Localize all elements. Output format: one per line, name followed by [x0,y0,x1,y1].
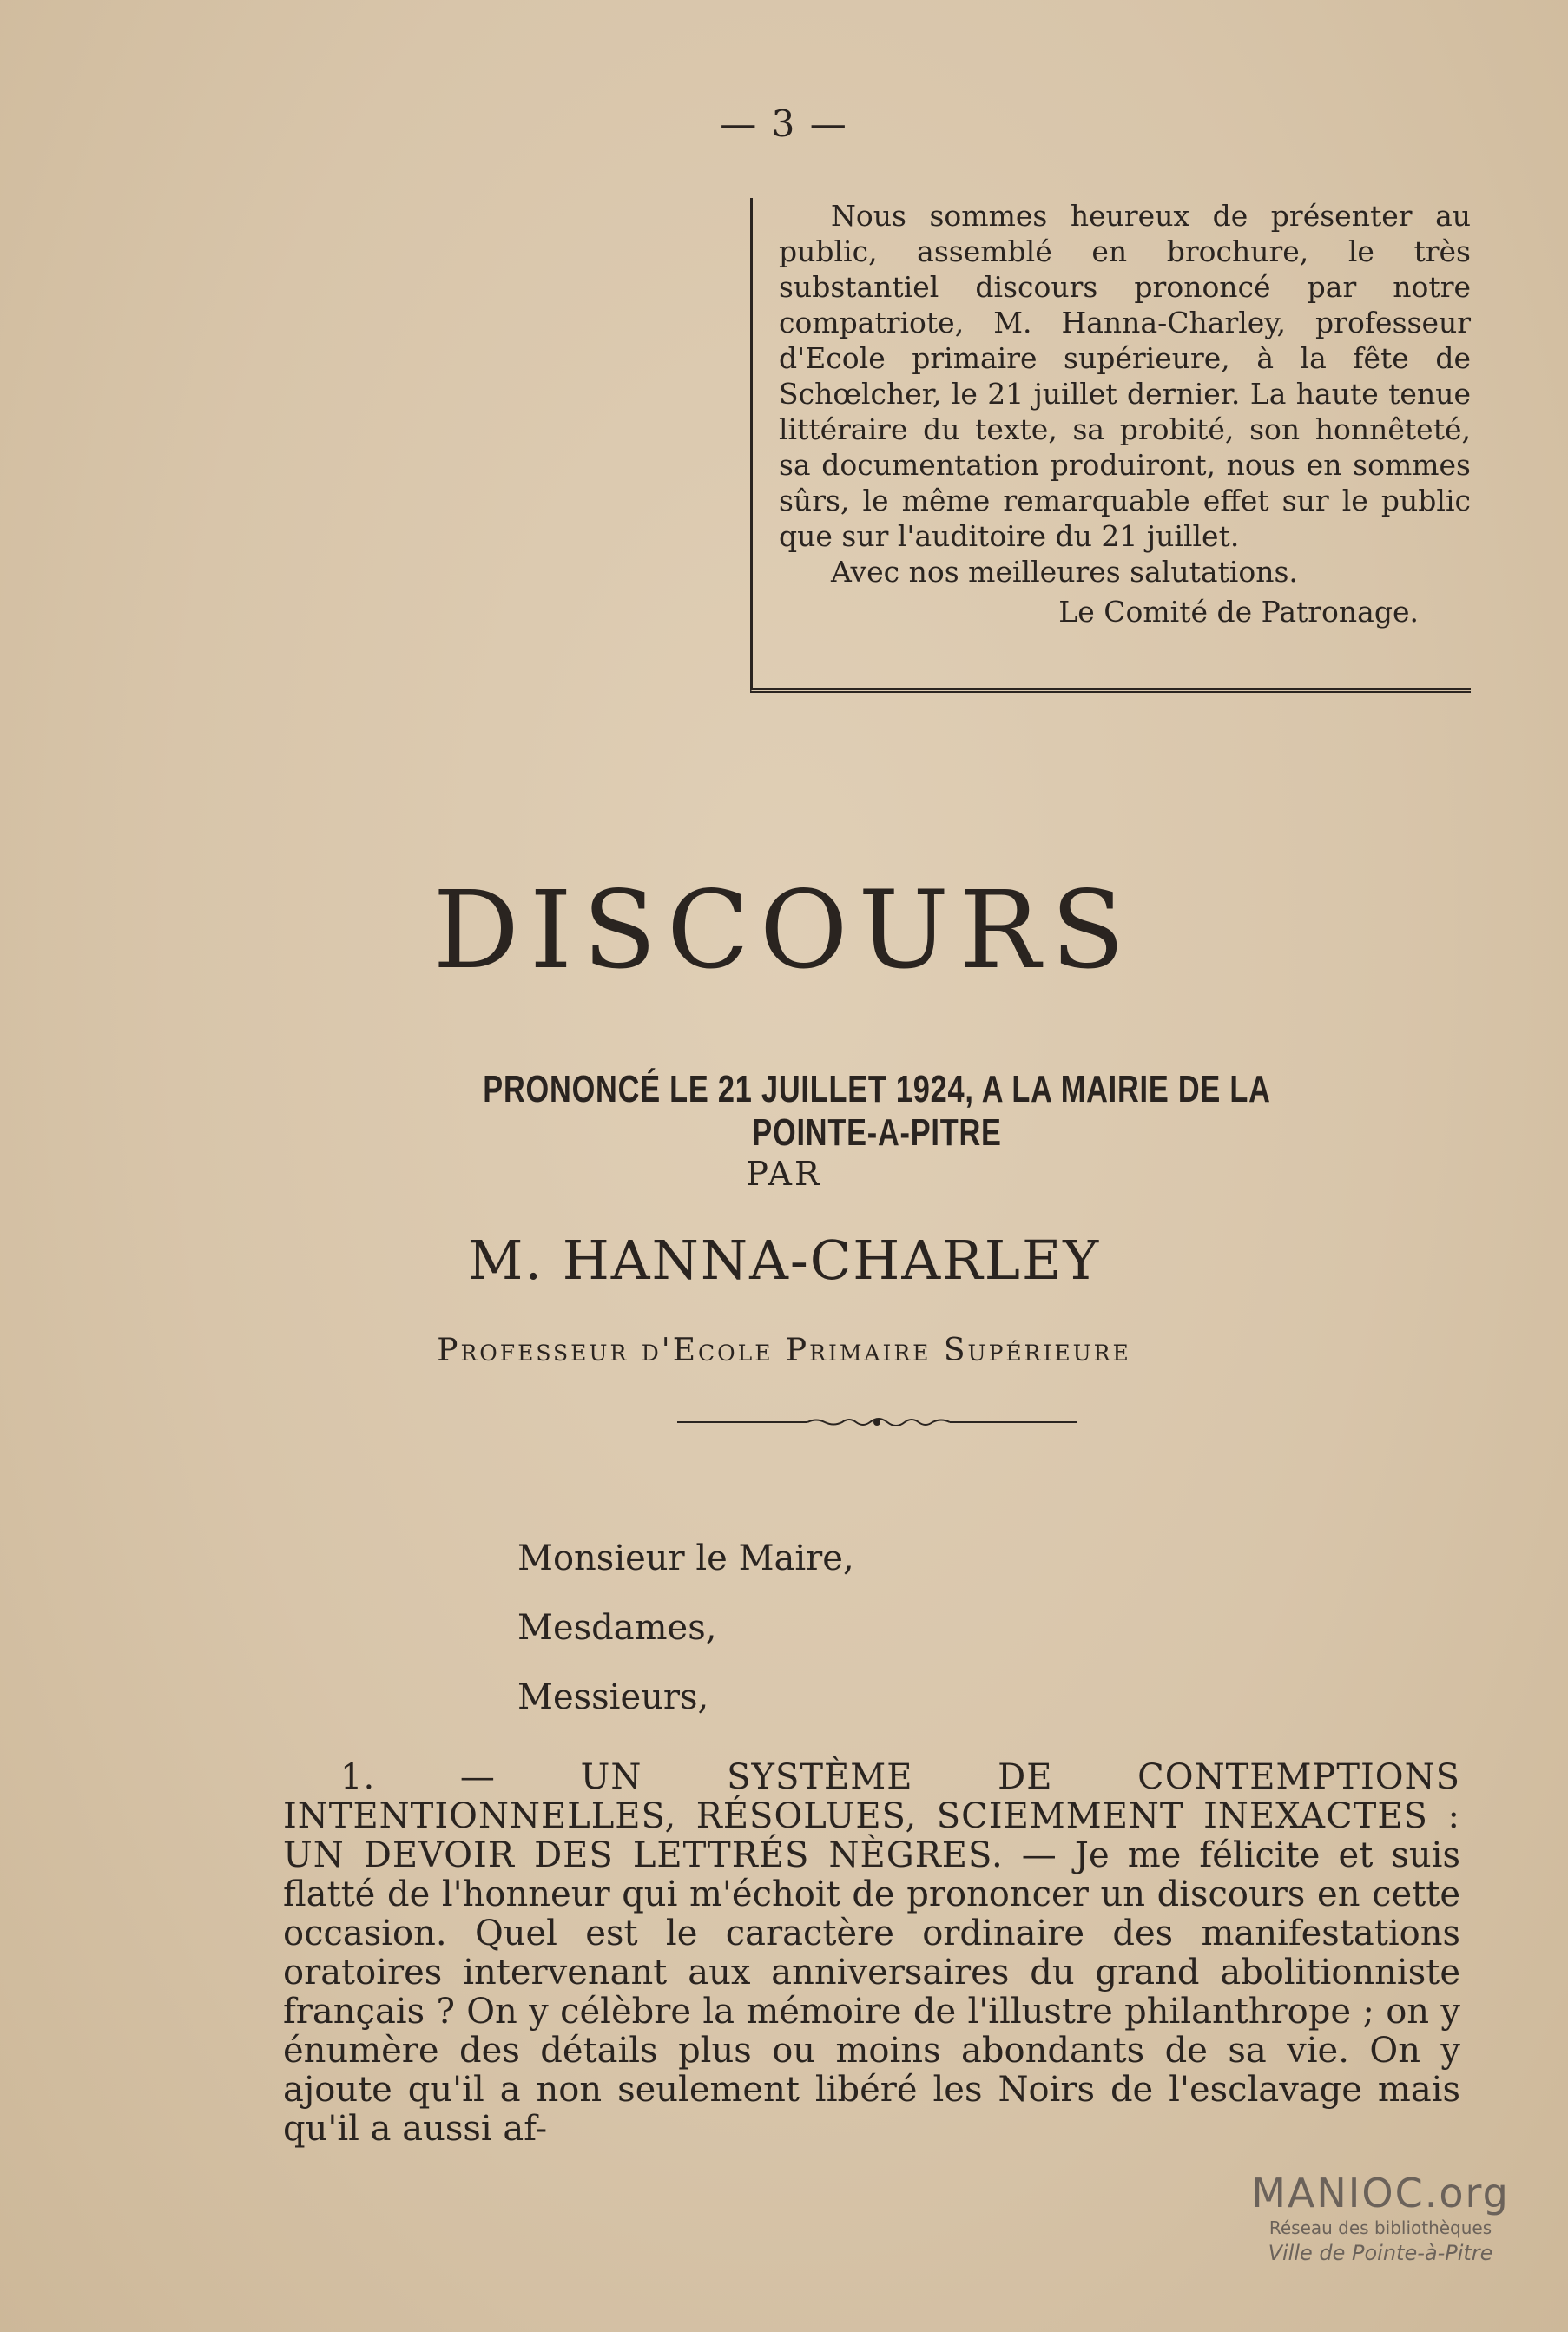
document-subtitle: PRONONCÉ LE 21 JUILLET 1924, A LA MAIRIE DE LA POINTE-A-PITRE [483,1068,1271,1154]
salutation-line: Monsieur le Maire, [517,1538,854,1578]
notice-signature: Le Comité de Patronage. [1058,595,1419,629]
author-title: Professeur d'Ecole Primaire Supérieure [437,1333,1131,1368]
salutation-line: Mesdames, [517,1608,717,1648]
watermark-line2: Ville de Pointe-à-Pitre [1268,2241,1493,2265]
notice-closing: Avec nos meilleures salutations. [831,555,1298,589]
notice-text: Nous sommes heureux de présenter au public, assemblé en brochure, le très substantiel discours prononcé par notre compatriote, M. Hanna-Charley, professeur d'Ecole primaire supérieure, à la fête de Schœlcher, le 21 juillet dernier. La haute tenue littéraire du texte, sa probité, son honnêteté, sa documentation produiront, nous en sommes sûrs, le même remarquable effet sur le public que sur l'auditoire du 21 juillet. [779,199,1471,553]
watermark-line1: Réseau des bibliothèques [1268,2217,1492,2238]
watermark-logo: MANIOC.org [1251,2170,1510,2217]
manioc-watermark [1233,2171,1528,2266]
page-number: — 3 — [720,102,848,145]
salutation-line: Messieurs, [517,1677,709,1717]
author-name: M. HANNA-CHARLEY [467,1229,1101,1292]
ornament-divider [677,1417,1077,1427]
notice-box [750,198,1471,693]
body-paragraph [283,1758,1460,2149]
by-label: PAR [746,1155,822,1193]
document-title: DISCOURS [432,868,1136,993]
section-heading: 1. — UN SYSTÈME DE CONTEMPTIONS INTENTIONNELLES, RÉSOLUES, SCIEMMENT INEXACTES : UN DEVOIR DES LETTRÉS NÈGRES. [283,1757,1460,1875]
salutations [517,1524,854,1732]
section-text: — Je me félicite et suis flatté de l'honneur qui m'échoit de prononcer un discours en cette occasion. Quel est le caractère ordinaire des manifestations oratoires intervenant aux anniversaires du grand abolitionniste français ? On y célèbre la mémoire de l'illustre philanthrope ; on y énumère des détails plus ou moins abondants de sa vie. On y ajoute qu'il a non seulement libéré les Noirs de l'esclavage mais qu'il a aussi af- [283,1835,1460,2149]
